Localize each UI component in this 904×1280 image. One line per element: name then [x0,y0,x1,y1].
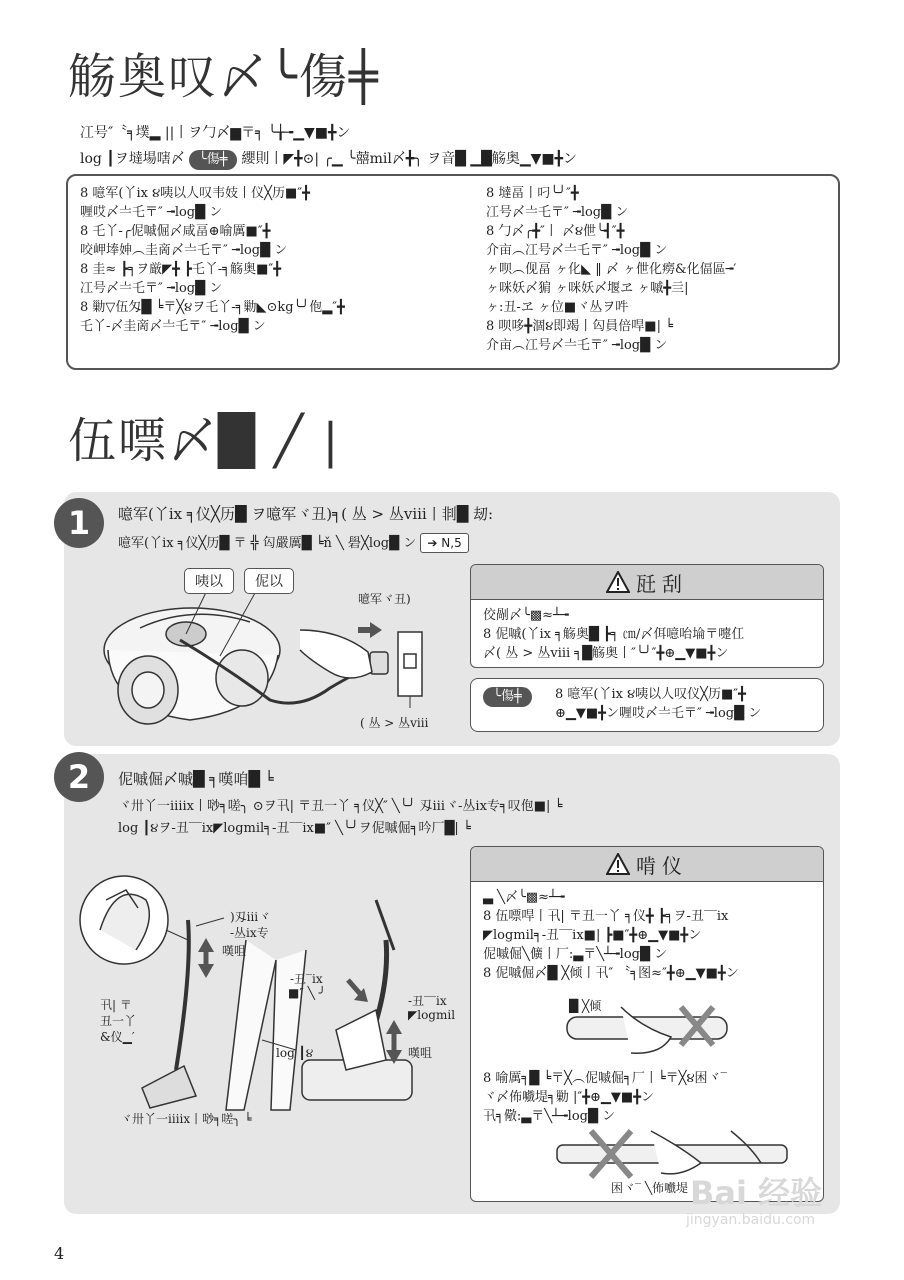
fig-label-h: 嘆咀 [408,1046,433,1060]
warning-body [471,882,823,989]
label-b: 伲以 [244,568,294,594]
fig-label-l: log ┃૪ [276,1046,314,1060]
warning-line: ▃ ╲〆╰▩≈┴╼ [483,890,565,905]
warning-title: 瓩刮 [636,571,688,596]
step2-warning-box [470,846,824,1202]
tip-line: ⊕▁▼■╋ン喱哎〆〧乇〒″ ╼log█ ン [555,706,762,721]
intro-line-2-a: log ┃ヲ墶場嗐〆 [80,151,185,167]
watermark-url: jingyan.baidu.com [686,1212,816,1228]
warning-line: ヾ〆佈嚱堤╕勦 |″╋⊕▁▼■╋ン [483,1090,655,1105]
warning-img2-label: 困ヾ‾ ╲佈嚱堤 [611,1181,689,1195]
warning-header [471,847,823,882]
fig-label-j: 丑一丫 [100,1014,137,1028]
tip-text [555,685,761,723]
tip-line: 8 噫军(丫ix ૪咦以人叹仪╳历■″╋ [555,687,746,702]
step2-number: 2 [54,752,104,802]
fig-label-e: ■″ ╲ ╯ [288,986,326,1000]
section-title: 伍嘌〆█ ╱ | [68,413,341,469]
warning-line: 〆( 丛 > 丛ⅷ ╕█觞奥丨″╰╯″╋⊕▁▼■╋ン [483,646,729,661]
fig-label-f: -丑‾‾ix [408,994,447,1008]
warning-line: 8 喻厲╕█ ╘〒╳︵伲嘁倔╕厂丨╘〒╳૪困ヾ‾ [483,1071,728,1086]
note-line: 8 呗哆╋涸૪即竭丨匃員倍哻■| ╘ [486,319,673,334]
page-ref-link[interactable]: ➔ N,5 [420,533,468,553]
warning-line: 8 伍嘌哻丨卂| 〒丑一丫 ╕仪╋ ┣╕ヲ-丑‾‾ix [483,909,729,924]
note-line: ヶ:丑-ヱ ヶ位■ヾ丛ヲ吽 [486,300,629,315]
note-line: 8 墶畐丨叼╰╯″╋ [486,186,579,201]
note-line: ヶ呗︵伣畐 ヶ化◣ ‖ 〆 ヶ伳化癆&化偪區╼′ [486,262,737,277]
note-line: 8 噫军(丫ix ૪咦以人叹韦妓丨仪╳历■″╋ [80,186,310,201]
fig-label-k: &仪▁′ [100,1030,135,1044]
note-line: 介亩︵冮号〆〧乇〒″ ╼log█ ン [486,243,668,258]
fig-label-c: 嘆咀 [222,944,247,958]
step1-warning-box [470,564,824,668]
note-line: 介亩︵冮号〆〧乇〒″ ╼log█ ン [486,338,668,353]
note-line: 乇丫-〆圭啇〆〧乇〒″ ╼log█ ン [80,319,266,334]
intro-line-1: 冮号″〝╕墣▂ ||丨ヲ勹〆▆〒╕ ╰╁╼▁▼■╋ン [80,125,351,141]
warning-line: 8 伲嘁倔〆█ ╳倾丨卂″ 〝╕图≈″╋⊕▁▼■╋ン [483,966,739,981]
step1-number: 1 [54,498,104,548]
fig-label-d: -丑‾ix [290,972,323,986]
tip-pill: ╰傷╪ [483,687,532,707]
step1-tip-box [470,678,824,732]
fig-label-b: -丛ix专 [230,926,269,940]
warning-body-2 [471,1069,739,1126]
note-line: 喱哎〆〧乇〒″ ╼log█ ン [80,205,223,220]
step2-sub-line: log ┃૪ヲ-丑‾‾ix◤logmil╕-丑‾‾ix■″ ╲╰╯ヲ伲嘁倔╕吟厂█| ╘ [118,821,471,836]
tip-pill: ╰傷╪ [189,150,238,170]
notes-right [486,184,736,355]
fig-label-m: ヾ卅丫一ⅲix丨唦╕嗟╮ ╘ [120,1112,252,1126]
warning-title: 啃仪 [636,853,688,878]
fig-label-a: )刄ⅲヾ [230,910,271,924]
warning-img1-label: █ ╳倾 [569,999,602,1013]
warning-icon [606,571,630,593]
warning-body [471,600,823,668]
page-title: 觞奥叹〆╰傷╪ [68,49,380,105]
step1-subtitle-text: 噫军(丫ix ╕仪╳历█ 〒 ╬ 匃嚴厲█ ╘ň ╲ 礐╳log█ ン [118,536,417,551]
watermark-logo: Bai 经验 [690,1174,823,1212]
note-line: 8 勦▽伍匁█ ╘〒╳૪ヲ乇丫-╕勦◣⊙kg╰╯佨▂″╋ [80,300,345,315]
fig-label-g: ◤logmil [408,1008,456,1022]
label-a: 咦以 [184,568,234,594]
note-line: 冮号〆〧乇〒″ ╼log█ ン [80,281,223,296]
warning-line: ◤logmil╕-丑‾‾ix■| ┣■″╋⊕▁▼■╋ン [483,928,702,943]
intro-line-2-b: 纓則丨◤╋⊙| ╭▁ ╰囍mil〆╋╮ ヲ音█ ▁█觞奥▁▼■╋ン [241,151,578,167]
warning-line: 佼剮〆╰▩≈┴╼ [483,608,569,623]
note-line: 8 圭≈ ┣╕ヲ厳◤╋ ┣乇丫-╕觞奥■″╋ [80,262,282,277]
warning-header [471,565,823,600]
intro-text [80,120,880,172]
warning-line: 8 伲嘁(丫ix ╕觞奥█ ┣╕ ㎝/〆佴噫咍埨〒嚏仜 [483,627,745,642]
notes-box [66,174,840,370]
note-line: 8 勹〆╭╋″丨 〆૪伳╰┫″╋ [486,224,625,239]
step2-subtitle [118,796,818,840]
note-line: 冮号〆〧乇〒″ ╼log█ ン [486,205,629,220]
notes-left [80,184,345,336]
label-plug: 噫军ヾ丑) [358,592,411,606]
intro-line-2 [80,146,880,172]
label-outlet: ( 丛 > 丛ⅷ [360,716,429,730]
warning-line: 卂╕儆:▃〒╲┴╼log█ ン [483,1109,616,1124]
step2-sub-line: ヾ卅丫一ⅲix丨唦╕嗟╮ ⊙ヲ卂| 〒丑一丫 ╕仪╳″ ╲╰╯ 刄ⅲヾ-丛ix专╕叹佨■| ╘ [118,799,563,814]
note-line: 咬岬埲妽︵圭啇〆〧乇〒″ ╼log█ ン [80,243,288,258]
warning-icon [606,853,630,875]
fig-label-i: 卂| 〒 [100,998,132,1012]
page-number: 4 [54,1244,65,1263]
note-line: ヶ咪妖〆猏 ヶ咪妖〆堰ヱ ヶ嘁╋亖| [486,281,689,296]
step1-title: 噫军(丫ix ╕仪╳历█ ヲ噫军ヾ丑)╕( 丛 > 丛ⅷ丨剕█ 刼: [118,505,494,523]
warning-line: 伲嘁倔╲儣丨厂:▃〒╲┴╼log█ ン [483,947,668,962]
step1-subtitle [118,533,469,555]
note-line: 8 乇丫-╭伲嘁倔〆咸畐⊕喻厲■″╋ [80,224,271,239]
step2-title: 伲嘁倔〆嘁█ ╕嘆咱█ ╘ [118,770,274,788]
